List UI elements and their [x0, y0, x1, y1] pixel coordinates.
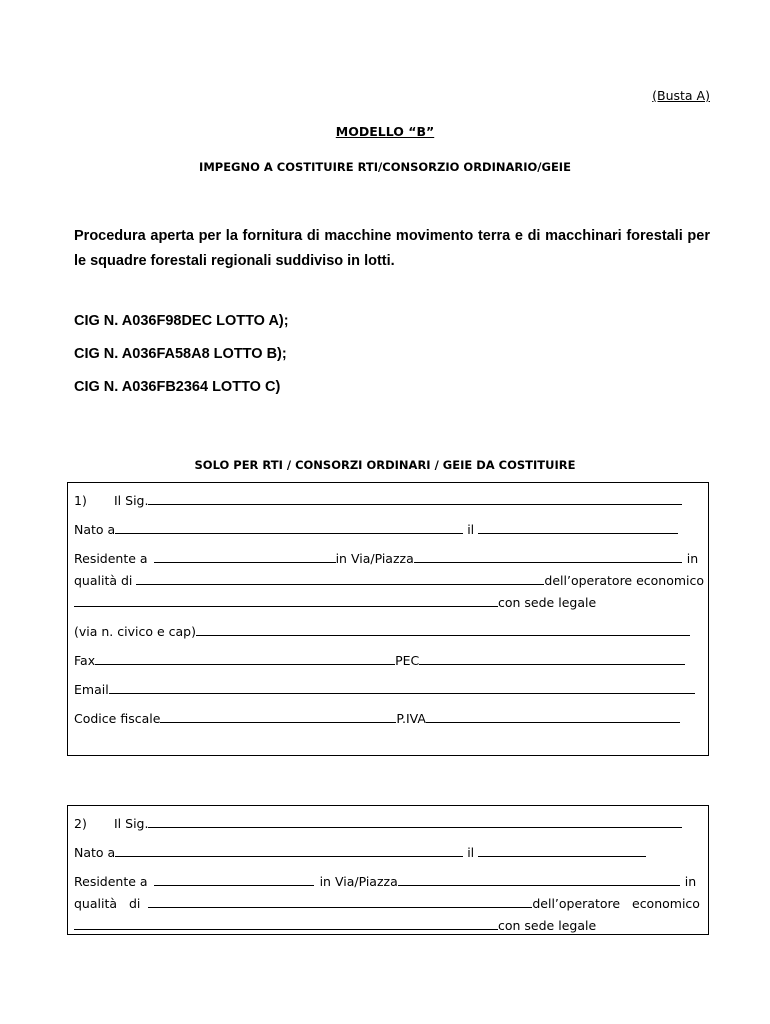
form2-nato-field[interactable]	[115, 856, 463, 857]
form1-row-fax	[74, 648, 710, 668]
form1-piva-label: P.IVA	[396, 711, 426, 726]
form1-operatore-field[interactable]	[74, 606, 498, 607]
impegno-subtitle: IMPEGNO A COSTITUIRE RTI/CONSORZIO ORDINARIO/GEIE	[199, 160, 571, 174]
form1-email-field[interactable]	[109, 693, 695, 694]
form1-residente-label: Residente a	[74, 551, 148, 566]
form2-row-residente	[74, 869, 710, 889]
form2-row-sig	[74, 811, 710, 831]
form1-row-sede	[74, 590, 710, 610]
cig-lotto-a: CIG N. A036F98DEC LOTTO A);	[74, 313, 289, 329]
form1-sig-field[interactable]	[148, 504, 682, 505]
form2-row-sede	[74, 913, 710, 933]
form1-row-sig	[74, 488, 710, 508]
form1-operatore-label: dell’operatore economico	[544, 573, 705, 588]
form1-qualita-label: qualità di	[74, 573, 133, 588]
form1-residente-field[interactable]	[154, 562, 336, 563]
procedura-paragraph: Procedura aperta per la fornitura di macchine movimento terra e di macchinari forestali per le squadre forestali regionali suddiviso in lotti.	[74, 228, 710, 269]
form1-row-email	[74, 677, 710, 697]
cig-lotto-c: CIG N. A036FB2364 LOTTO C)	[74, 379, 281, 395]
form2-qualita-label: qualità di	[74, 896, 141, 911]
form1-row-cf	[74, 706, 710, 726]
form2-il-field[interactable]	[478, 856, 646, 857]
form-box-2	[67, 805, 709, 935]
form1-cf-field[interactable]	[160, 722, 396, 723]
form1-pec-field[interactable]	[419, 664, 685, 665]
form1-nato-label: Nato a	[74, 522, 116, 537]
form1-fax-label: Fax	[74, 653, 96, 668]
form1-row-civico	[74, 619, 710, 639]
form1-row-nato	[74, 517, 710, 537]
form1-email-label: Email	[74, 682, 109, 697]
form2-operatore-label: dell’operatore economico	[532, 896, 700, 911]
modello-title: MODELLO “B”	[335, 124, 435, 139]
form2-nato-label: Nato a	[74, 845, 116, 860]
form2-sede-label: con sede legale	[498, 918, 597, 933]
form1-civico-field[interactable]	[196, 635, 690, 636]
form2-via-label: in Via/Piazza	[319, 874, 398, 889]
form1-sede-label: con sede legale	[498, 595, 597, 610]
form2-sig-field[interactable]	[148, 827, 682, 828]
form2-row-qualita	[74, 891, 710, 911]
form1-row-residente	[74, 546, 710, 566]
form1-row-qualita	[74, 568, 710, 588]
form2-il-label: il	[467, 845, 475, 860]
cig-lotto-b: CIG N. A036FA58A8 LOTTO B);	[74, 346, 287, 362]
form1-cf-label: Codice fiscale	[74, 711, 161, 726]
form1-fax-field[interactable]	[95, 664, 395, 665]
form2-qualita-field[interactable]	[148, 907, 532, 908]
form1-via-label: in Via/Piazza	[335, 551, 414, 566]
form2-via-field[interactable]	[398, 885, 680, 886]
form2-in-label: in	[684, 874, 697, 889]
form1-in-label: in	[686, 551, 699, 566]
form2-row-nato	[74, 840, 710, 860]
form1-via-field[interactable]	[414, 562, 682, 563]
form-box-1	[67, 482, 709, 756]
form1-qualita-field[interactable]	[136, 584, 544, 585]
form1-civico-label: (via n. civico e cap)	[74, 624, 196, 639]
section-title: SOLO PER RTI / CONSORZI ORDINARI / GEIE DA COSTITUIRE	[194, 458, 576, 472]
form1-number: 1)	[74, 493, 87, 508]
busta-label: (Busta A)	[652, 88, 710, 103]
form2-residente-field[interactable]	[154, 885, 314, 886]
form1-pec-label: PEC	[395, 653, 420, 668]
form2-sig-label: Il Sig.	[114, 816, 149, 831]
form1-piva-field[interactable]	[426, 722, 680, 723]
form1-il-field[interactable]	[478, 533, 678, 534]
form2-number: 2)	[74, 816, 87, 831]
form1-il-label: il	[467, 522, 475, 537]
form2-residente-label: Residente a	[74, 874, 148, 889]
form1-nato-field[interactable]	[115, 533, 463, 534]
form2-operatore-field[interactable]	[74, 929, 498, 930]
form1-sig-label: Il Sig.	[114, 493, 149, 508]
